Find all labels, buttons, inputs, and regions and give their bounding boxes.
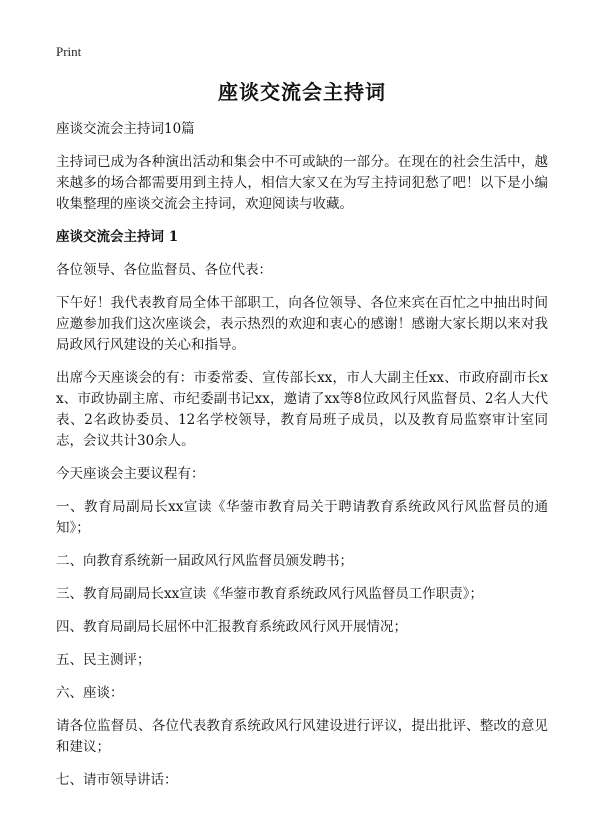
agenda-item-6: 六、座谈： — [56, 685, 124, 701]
agenda-item-5: 五、民主测评； — [56, 652, 151, 668]
agenda-item-7: 七、请市领导讲话： — [56, 772, 178, 788]
paragraph-agenda-intro: 今天座谈会主要议程有： — [56, 466, 205, 482]
agenda-item-3: 三、教育局副局长xx宣读《华蓥市教育系统政风行风监督员工作职责》； — [56, 586, 483, 602]
document-subtitle: 座谈交流会主持词10篇 — [56, 121, 195, 137]
agenda-item-1: 一、教育局副局长xx宣读《华蓥市教育局关于聘请教育系统政风行风监督员的通知》； — [56, 499, 548, 536]
section-heading: 座谈交流会主持词 1 — [56, 229, 179, 245]
agenda-item-2: 二、向教育系统新一届政风行风监督员颁发聘书； — [56, 553, 353, 569]
print-label: Print — [56, 44, 82, 59]
agenda-item-4: 四、教育局副局长屈怀中汇报教育系统政风行风开展情况； — [56, 619, 407, 635]
intro-paragraph: 主持词已成为各种演出活动和集会中不可或缺的一部分。在现在的社会生活中，越来越多的场合都需要用到主持人，相信大家又在为写主持词犯愁了吧！以下是小编收集整理的座谈交流会主持词，欢迎阅读与收藏。 — [56, 154, 548, 212]
paragraph-attendees: 出席今天座谈会的有：市委常委、宣传部长xx，市人大副主任xx、市政府副市长xx、市政协副主席、市纪委副书记xx，邀请了xx等8位政风行风监督员、2名人大代表、2名政协委员、12名学校领导，教育局班子成员，以及教育局监察审计室同志，会议共计30余人。 — [56, 370, 548, 449]
paragraph-salutation: 各位领导、各位监督员、各位代表： — [56, 262, 272, 278]
document-title: 座谈交流会主持词 — [218, 80, 386, 104]
paragraph-greeting: 下午好！我代表教育局全体干部职工，向各位领导、各位来宾在百忙之中抽出时间应邀参加我们这次座谈会，表示热烈的欢迎和衷心的感谢！感谢大家长期以来对我局政风行风建设的关心和指导。 — [56, 295, 548, 353]
agenda-item-6-detail: 请各位监督员、各位代表教育系统政风行风建设进行评议，提出批评、整改的意见和建议； — [56, 718, 548, 755]
